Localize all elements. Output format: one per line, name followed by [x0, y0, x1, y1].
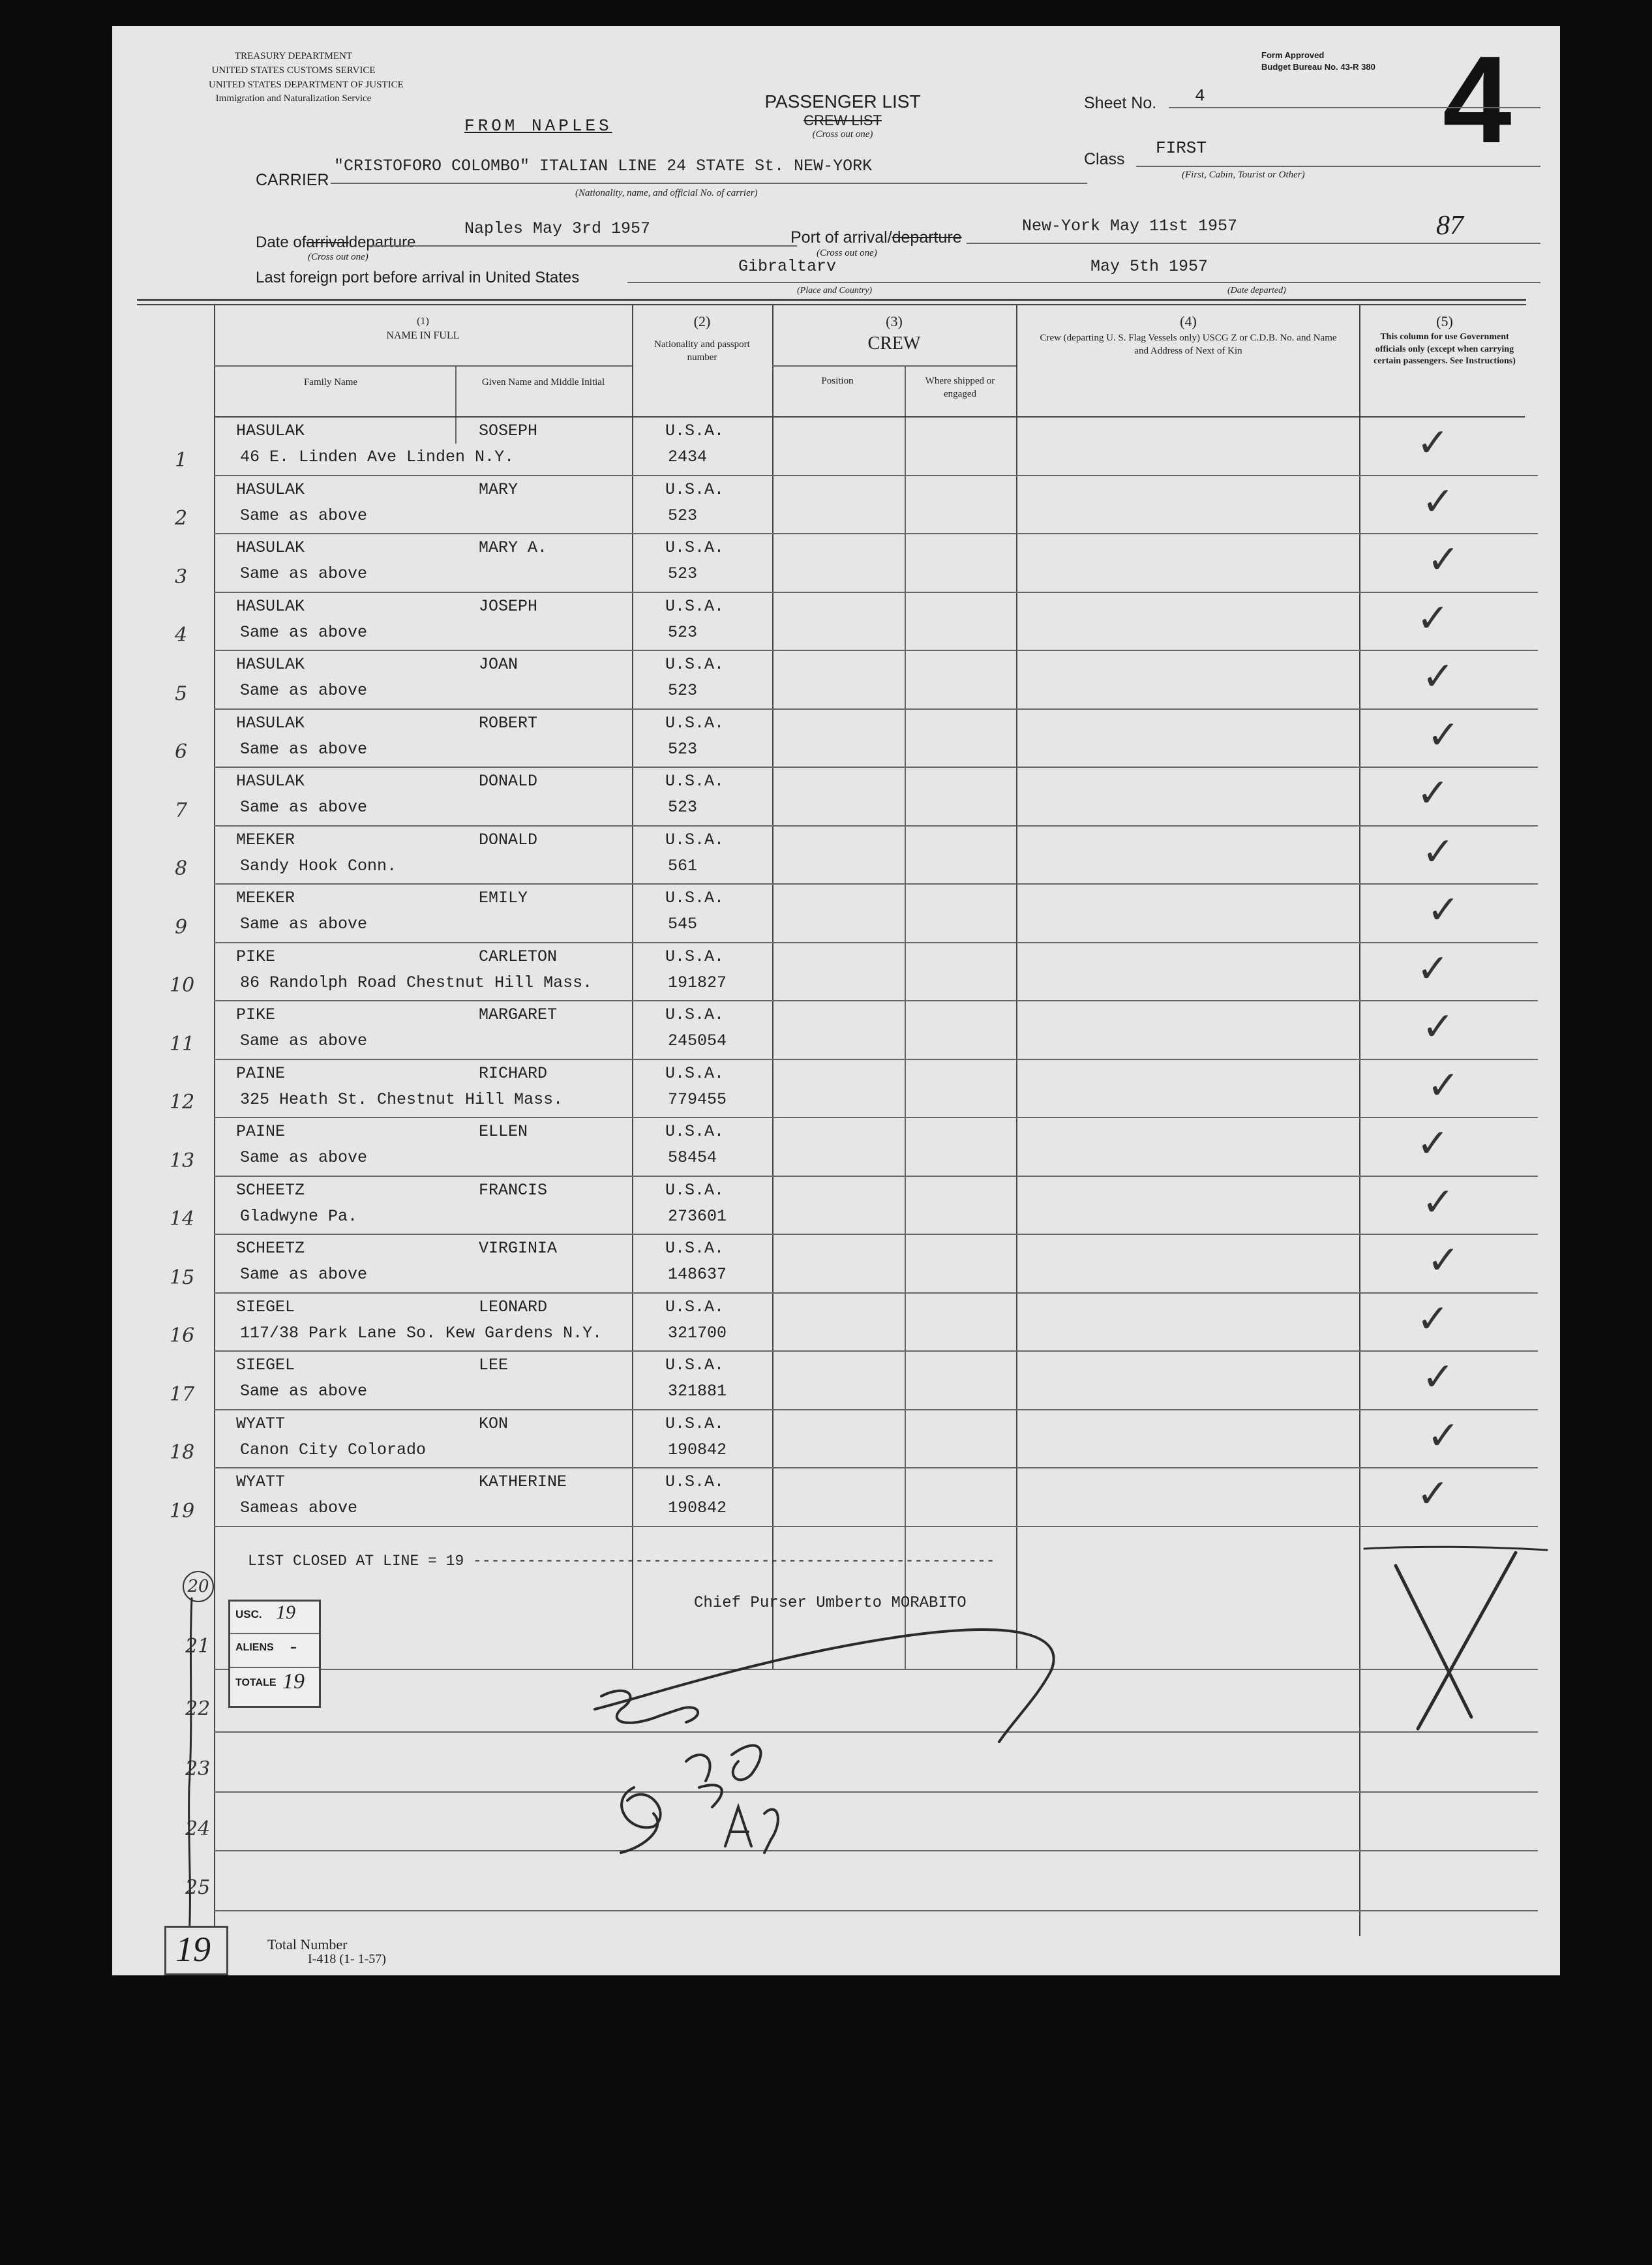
- passport-number: 523: [668, 622, 698, 642]
- address: Same as above: [240, 1148, 368, 1167]
- line-number: 15: [170, 1266, 195, 1289]
- line-number-20: 20: [183, 1571, 214, 1602]
- address: Canon City Colorado: [240, 1440, 427, 1459]
- from-port: FROM NAPLES: [464, 116, 612, 136]
- nationality: U.S.A.: [665, 1414, 725, 1433]
- check-mark-icon: ✓: [1427, 887, 1460, 933]
- nationality: U.S.A.: [665, 421, 725, 440]
- handwritten-a01: [725, 1807, 778, 1853]
- line-number-25: 25: [185, 1876, 211, 1899]
- address: Same as above: [240, 681, 368, 700]
- line-number: 9: [175, 915, 188, 939]
- family-name: HASULAK: [236, 538, 305, 557]
- line-number: 13: [170, 1149, 195, 1172]
- passport-number: 545: [668, 915, 698, 934]
- given-name: JOAN: [479, 655, 518, 674]
- check-mark-icon: ✓: [1417, 1471, 1450, 1517]
- col1-num: (1): [417, 316, 429, 327]
- check-mark-icon: ✓: [1417, 1121, 1450, 1166]
- total-value: 19: [175, 1930, 211, 1969]
- departure-note: (Cross out one): [308, 252, 368, 262]
- given-name: MARY: [479, 479, 518, 499]
- departure-label-b: departure: [348, 234, 416, 251]
- nationality: U.S.A.: [665, 1063, 725, 1083]
- passport-number: 190842: [668, 1498, 727, 1517]
- address: Same as above: [240, 915, 368, 934]
- line-number: 3: [175, 565, 188, 588]
- col3-num: (3): [886, 313, 903, 329]
- handwritten-5: [686, 1755, 722, 1807]
- line-number: 4: [175, 624, 188, 646]
- last-foreign-place-note: (Place and Country): [797, 286, 873, 296]
- line-number: 7: [175, 798, 188, 822]
- address: Sameas above: [240, 1498, 358, 1517]
- family-name: HASULAK: [236, 421, 305, 440]
- arrival-port-struck: departure: [892, 228, 962, 247]
- form-approved-line-1: Form Approved: [1261, 50, 1325, 60]
- family-name: MEEKER: [236, 830, 295, 849]
- family-name: HASULAK: [236, 479, 305, 499]
- arrival-port-note: (Cross out one): [817, 248, 877, 258]
- given-name: VIRGINIA: [479, 1239, 558, 1258]
- address: 46 E. Linden Ave Linden N.Y.: [240, 448, 515, 466]
- address: Sandy Hook Conn.: [240, 856, 397, 875]
- form-approved-line-2: Budget Bureau No. 43-R 380: [1261, 61, 1375, 72]
- last-foreign-date: May 5th 1957: [1090, 257, 1209, 276]
- departure-value: Naples May 3rd 1957: [464, 219, 651, 238]
- arrival-port-label-text: Port of arrival/: [790, 228, 892, 247]
- given-name: FRANCIS: [479, 1180, 548, 1200]
- nationality: U.S.A.: [665, 1356, 725, 1375]
- address: Same as above: [240, 798, 368, 817]
- passport-number: 779455: [668, 1089, 727, 1109]
- total-box: [164, 1926, 228, 1975]
- line-number: 14: [170, 1208, 195, 1230]
- address: 86 Randolph Road Chestnut Hill Mass.: [240, 973, 593, 992]
- line-number: 16: [170, 1324, 195, 1347]
- col3-title: CREW: [867, 333, 921, 354]
- handwritten-0: [732, 1746, 760, 1780]
- col2-title: Nationality and passport number: [654, 339, 750, 363]
- nationality: U.S.A.: [665, 1180, 725, 1200]
- nationality: U.S.A.: [665, 830, 725, 849]
- given-name: KATHERINE: [479, 1472, 567, 1491]
- departure-struck: arrival: [306, 234, 349, 251]
- family-name: HASULAK: [236, 655, 305, 674]
- given-name: JOSEPH: [479, 596, 538, 616]
- nationality: U.S.A.: [665, 655, 725, 674]
- line-number: 17: [170, 1382, 195, 1406]
- agency-line-3: UNITED STATES DEPARTMENT OF JUSTICE: [209, 79, 404, 90]
- given-name: CARLETON: [479, 947, 558, 966]
- check-mark-icon: ✓: [1422, 478, 1455, 524]
- address: 117/38 Park Lane So. Kew Gardens N.Y.: [240, 1323, 603, 1343]
- given-name: MARY A.: [479, 538, 548, 557]
- family-name: SCHEETZ: [236, 1180, 305, 1200]
- family-name: PAINE: [236, 1063, 286, 1083]
- nationality: U.S.A.: [665, 1472, 725, 1491]
- big-cross-mark: [1396, 1553, 1516, 1729]
- family-name: PIKE: [236, 1005, 276, 1024]
- passport-number: 561: [668, 856, 698, 875]
- passport-number: 190842: [668, 1440, 727, 1459]
- check-mark-icon: ✓: [1417, 945, 1450, 992]
- given-name: RICHARD: [479, 1063, 548, 1083]
- col2-num: (2): [693, 313, 711, 329]
- check-mark-icon: ✓: [1427, 1062, 1460, 1108]
- sheet-value: 4: [1195, 86, 1205, 106]
- col1-family-header: Family Name: [303, 377, 358, 388]
- signature-loop: [595, 1630, 1054, 1742]
- carrier-note: (Nationality, name, and official No. of carrier): [575, 188, 758, 198]
- given-name: ROBERT: [479, 713, 538, 733]
- check-mark-icon: ✓: [1422, 654, 1455, 699]
- family-name: SIEGEL: [236, 1356, 295, 1375]
- given-name: MARGARET: [479, 1005, 558, 1024]
- sheet-label: Sheet No.: [1084, 94, 1157, 112]
- line-number: 11: [170, 1032, 195, 1056]
- given-name: KON: [479, 1414, 509, 1433]
- arrival-port-value: New-York May 11st 1957: [1022, 217, 1238, 236]
- line-number: 12: [170, 1091, 195, 1114]
- margin-bracket: [189, 1598, 192, 1938]
- check-mark-icon: ✓: [1422, 1354, 1455, 1400]
- check-mark-icon: ✓: [1427, 537, 1460, 583]
- line-number: 8: [175, 857, 188, 880]
- passport-number: 523: [668, 506, 698, 525]
- passport-number: 58454: [668, 1148, 717, 1167]
- stamp-totale-label: TOTALE: [235, 1677, 277, 1688]
- line-number: 1: [175, 448, 188, 472]
- passport-number: 191827: [668, 973, 727, 992]
- title-note: (Cross out one): [812, 129, 873, 140]
- class-value: FIRST: [1156, 138, 1207, 158]
- col5-title: This column for use Government officials only (except when carrying certain passengers. See Instructions): [1374, 331, 1516, 367]
- family-name: PAINE: [236, 1122, 286, 1141]
- passport-number: 148637: [668, 1265, 727, 1284]
- passport-number: 2434: [668, 448, 708, 466]
- manifest-sheet: [112, 26, 1560, 1975]
- col5-num: (5): [1436, 313, 1453, 329]
- check-mark-icon: ✓: [1422, 1004, 1455, 1050]
- line-number: 6: [175, 740, 188, 763]
- last-foreign-date-note: (Date departed): [1227, 286, 1286, 296]
- stamp-totale-value: 19: [282, 1669, 305, 1694]
- address: Same as above: [240, 622, 368, 642]
- col1-title: NAME IN FULL: [386, 329, 460, 341]
- family-name: HASULAK: [236, 772, 305, 791]
- passport-number: 523: [668, 681, 698, 700]
- cross-top-line: [1364, 1547, 1547, 1550]
- form-number: I-418 (1- 1-57): [308, 1952, 386, 1966]
- title-main: PASSENGER LIST: [764, 91, 921, 112]
- check-mark-icon: ✓: [1427, 1412, 1460, 1459]
- last-foreign-place: Gibraltarv: [738, 257, 837, 276]
- nationality: U.S.A.: [665, 596, 725, 616]
- stamp-usc-value: 19: [276, 1602, 295, 1623]
- nationality: U.S.A.: [665, 713, 725, 733]
- class-note: (First, Cabin, Tourist or Other): [1182, 170, 1305, 180]
- given-name: LEE: [479, 1356, 509, 1375]
- col3-position-header: Position: [821, 376, 854, 386]
- col4-title: Crew (departing U. S. Flag Vessels only) USCG Z or C.D.B. No. and Name and Address of Next of Kin: [1040, 332, 1337, 356]
- nationality: U.S.A.: [665, 1122, 725, 1141]
- address: Same as above: [240, 506, 368, 525]
- col4-num: (4): [1180, 313, 1197, 329]
- family-name: PIKE: [236, 947, 276, 966]
- address: Same as above: [240, 1265, 368, 1284]
- chief-purser: Chief Purser Umberto MORABITO: [694, 1594, 967, 1612]
- nationality: U.S.A.: [665, 479, 725, 499]
- family-name: HASULAK: [236, 713, 305, 733]
- given-name: DONALD: [479, 830, 538, 849]
- stamp-aliens-label: ALIENS: [235, 1642, 274, 1653]
- check-mark-icon: ✓: [1417, 770, 1450, 816]
- agency-line-4: Immigration and Naturalization Service: [215, 93, 372, 104]
- address: Same as above: [240, 564, 368, 583]
- line-number-23: 23: [185, 1757, 211, 1780]
- passport-number: 321700: [668, 1323, 727, 1343]
- given-name: EMILY: [479, 889, 528, 907]
- handwritten-8: [621, 1787, 661, 1853]
- check-mark-icon: ✓: [1417, 1296, 1450, 1342]
- agency-line-2: UNITED STATES CUSTOMS SERVICE: [211, 65, 376, 76]
- line-number-21: 21: [185, 1635, 211, 1658]
- nationality: U.S.A.: [665, 947, 725, 966]
- stamp-usc-label: USC.: [235, 1608, 262, 1620]
- family-name: WYATT: [236, 1414, 286, 1433]
- family-name: SCHEETZ: [236, 1239, 305, 1258]
- nationality: U.S.A.: [665, 889, 725, 907]
- family-name: MEEKER: [236, 889, 295, 907]
- nationality: U.S.A.: [665, 772, 725, 791]
- given-name: DONALD: [479, 772, 538, 791]
- family-name: WYATT: [236, 1472, 286, 1491]
- line-number: 10: [170, 974, 195, 997]
- check-mark-icon: ✓: [1422, 828, 1455, 875]
- passport-number: 523: [668, 739, 698, 759]
- address: Same as above: [240, 739, 368, 759]
- line-number: 5: [175, 682, 188, 705]
- carrier-label: CARRIER: [256, 171, 329, 189]
- stamp-aliens-value: -: [290, 1635, 297, 1657]
- signature-initial: [601, 1691, 698, 1723]
- nationality: U.S.A.: [665, 1005, 725, 1024]
- family-name: HASULAK: [236, 596, 305, 616]
- address: 325 Heath St. Chestnut Hill Mass.: [240, 1089, 563, 1109]
- agency-line-1: TREASURY DEPARTMENT: [234, 51, 353, 61]
- passport-number: 523: [668, 798, 698, 817]
- nationality: U.S.A.: [665, 1239, 725, 1258]
- address: Gladwyne Pa.: [240, 1206, 358, 1226]
- passport-number: 523: [668, 564, 698, 583]
- col3-where-header: Where shipped or engaged: [925, 376, 995, 400]
- last-foreign-label: Last foreign port before arrival in United States: [256, 269, 580, 286]
- given-name: SOSEPH: [479, 421, 538, 440]
- line-number: 18: [170, 1441, 195, 1464]
- big-sheet-number: 4: [1443, 31, 1512, 169]
- line-number: 19: [170, 1499, 195, 1523]
- passport-number: 321881: [668, 1382, 727, 1401]
- check-mark-icon: ✓: [1417, 420, 1450, 466]
- line-number-24: 24: [185, 1817, 211, 1840]
- class-label: Class: [1084, 150, 1125, 168]
- list-closed: LIST CLOSED AT LINE = 19 ----------------------------------------------------------: [248, 1553, 995, 1570]
- address: Same as above: [240, 1382, 368, 1401]
- passport-number: 273601: [668, 1206, 727, 1226]
- line-number-22: 22: [185, 1697, 211, 1720]
- given-name: ELLEN: [479, 1122, 528, 1141]
- check-mark-icon: ✓: [1427, 712, 1460, 758]
- col1-given-header: Given Name and Middle Initial: [481, 377, 605, 388]
- carrier-value: "CRISTOFORO COLOMBO" ITALIAN LINE 24 STATE St. NEW-YORK: [334, 157, 873, 175]
- given-name: LEONARD: [479, 1297, 548, 1316]
- line-number: 2: [175, 507, 188, 530]
- title-struck: CREW LIST: [803, 112, 882, 129]
- handwritten-marks: [112, 26, 1560, 1975]
- passport-number: 245054: [668, 1031, 727, 1050]
- family-name: SIEGEL: [236, 1297, 295, 1316]
- address: Same as above: [240, 1031, 368, 1050]
- check-mark-icon: ✓: [1427, 1238, 1460, 1283]
- handwritten-87: 87: [1436, 211, 1464, 241]
- nationality: U.S.A.: [665, 538, 725, 557]
- total-label: Total Number: [267, 1936, 348, 1953]
- check-mark-icon: ✓: [1422, 1179, 1455, 1225]
- check-mark-icon: ✓: [1417, 595, 1450, 641]
- nationality: U.S.A.: [665, 1297, 725, 1316]
- departure-label-a: Date of: [256, 234, 307, 251]
